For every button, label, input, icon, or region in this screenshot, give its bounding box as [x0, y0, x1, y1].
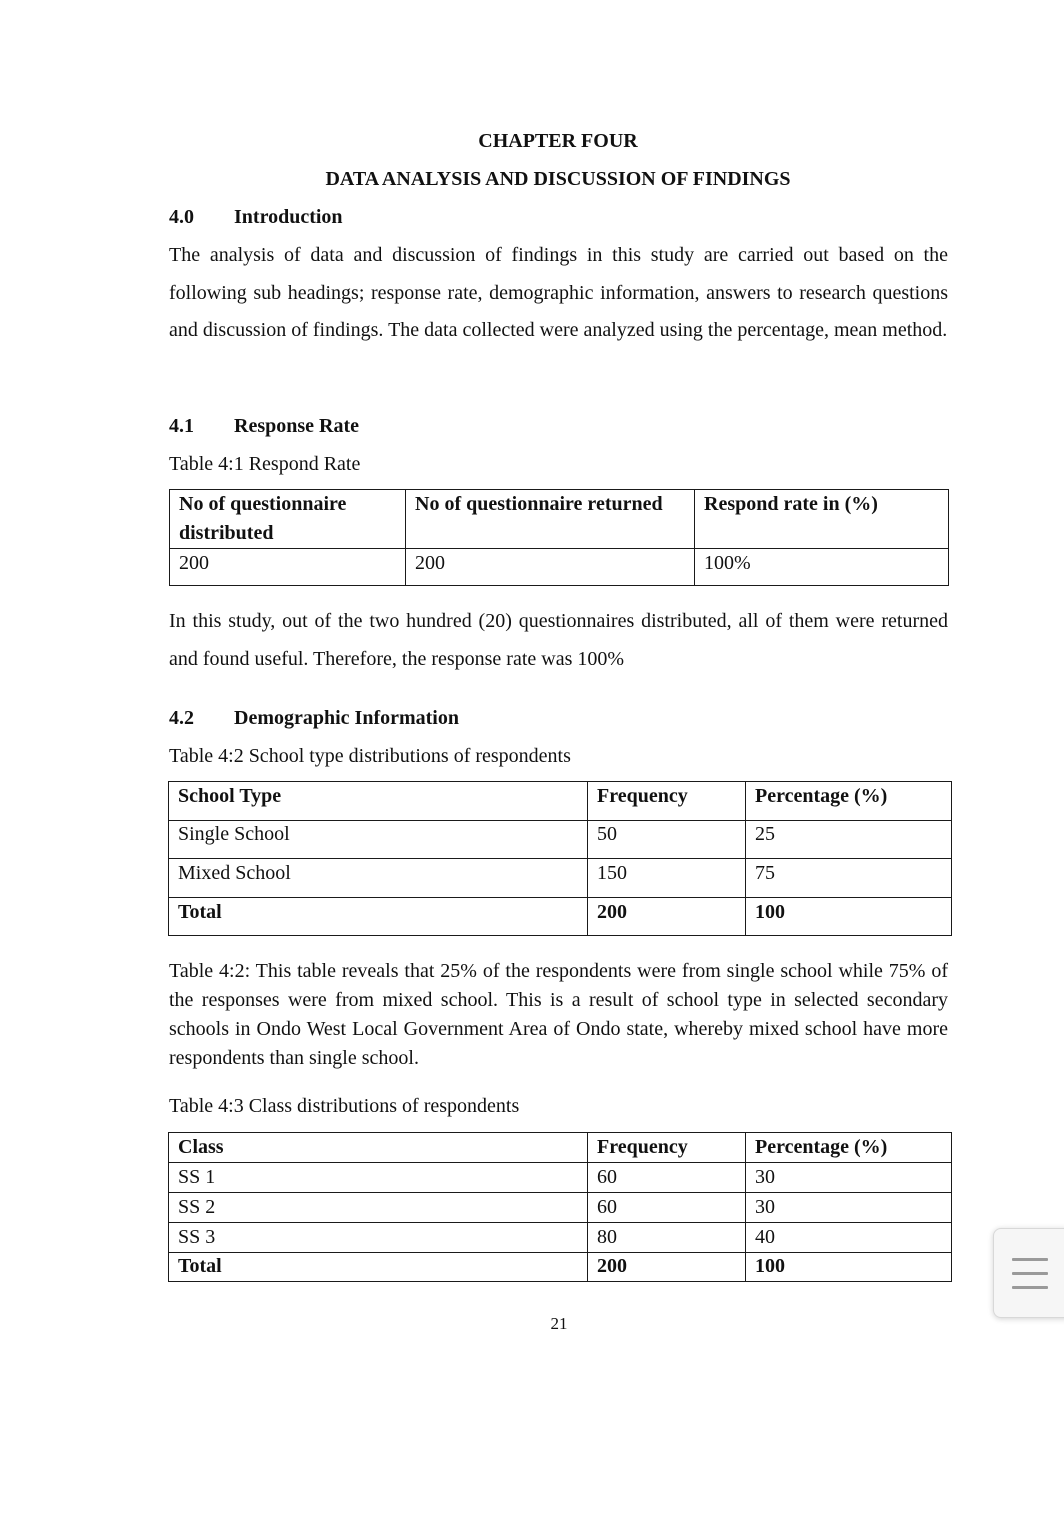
respond-rate-table [169, 489, 949, 586]
table-row [169, 1193, 952, 1223]
table-caption-class: Table 4:3 Class distributions of respondents [169, 1095, 520, 1117]
chapter-title: DATA ANALYSIS AND DISCUSSION OF FINDINGS [325, 168, 791, 190]
header-cell: No of questionnaire distributed [170, 490, 406, 549]
table-cell: 150 [588, 859, 746, 898]
header-cell: Frequency [588, 782, 746, 821]
menu-bar-line [1012, 1272, 1048, 1275]
school-type-table [168, 781, 952, 936]
total-cell: 100 [746, 1253, 952, 1282]
table-cell: 80 [588, 1223, 746, 1253]
section-heading-introduction [169, 206, 343, 229]
response-rate-paragraph: In this study, out of the two hundred (20) questionnaires distributed, all of them were returned and found useful. Therefore, the response rate was 100% [169, 610, 948, 670]
table-row [169, 859, 952, 898]
section-number: 4.2 [169, 707, 194, 729]
header-cell: Percentage (%) [746, 782, 952, 821]
menu-button[interactable] [993, 1228, 1064, 1318]
table-cell: SS 3 [169, 1223, 588, 1253]
school-type-paragraph: Table 4:2: This table reveals that 25% of the respondents were from single school while 75% of the responses were from mixed school. This is a result of school type in selected secondary schools in Ondo West Local Government Area of Ondo state, whereby mixed school have more respondents than single school. [169, 960, 948, 1069]
table-header-row [170, 490, 949, 549]
table-cell: 200 [170, 549, 406, 586]
total-cell: 100 [746, 898, 952, 936]
section-title: Introduction [234, 206, 343, 228]
total-cell: Total [169, 898, 588, 936]
header-cell: No of questionnaire returned [406, 490, 695, 549]
section-number: 4.0 [169, 206, 194, 228]
header-cell: Percentage (%) [746, 1133, 952, 1163]
page-number: 21 [550, 1314, 568, 1333]
table-cell: 50 [588, 821, 746, 859]
section-number: 4.1 [169, 415, 194, 437]
table-row [169, 1223, 952, 1253]
total-cell: Total [169, 1253, 588, 1282]
header-cell: Frequency [588, 1133, 746, 1163]
menu-bar-line [1012, 1286, 1048, 1289]
table-cell: Mixed School [169, 859, 588, 898]
section-heading-demographic [169, 707, 459, 730]
section-title: Response Rate [234, 415, 359, 437]
header-cell: School Type [169, 782, 588, 821]
chapter-number-title: CHAPTER FOUR [478, 130, 638, 152]
table-total-row [169, 898, 952, 936]
table-header-row [169, 1133, 952, 1163]
introduction-paragraph: The analysis of data and discussion of findings in this study are carried out based on the following sub headings; response rate, demographic information, answers to research questions and discussion of findings. The data collected were analyzed using the percentage, mean method. [169, 244, 948, 342]
table-cell: 30 [746, 1163, 952, 1193]
header-cell: Class [169, 1133, 588, 1163]
table-cell: 40 [746, 1223, 952, 1253]
total-cell: 200 [588, 1253, 746, 1282]
table-row [169, 821, 952, 859]
section-heading-response-rate [169, 415, 359, 438]
table-total-row [169, 1253, 952, 1282]
table-row [169, 1163, 952, 1193]
table-caption-school-type: Table 4:2 School type distributions of respondents [169, 745, 571, 767]
class-distribution-table [168, 1132, 952, 1282]
table-cell: 100% [695, 549, 949, 586]
table-cell: 60 [588, 1193, 746, 1223]
table-cell: Single School [169, 821, 588, 859]
table-header-row [169, 782, 952, 821]
table-cell: 30 [746, 1193, 952, 1223]
table-cell: SS 1 [169, 1163, 588, 1193]
section-title: Demographic Information [234, 707, 459, 729]
table-cell: 200 [406, 549, 695, 586]
table-caption-respond-rate: Table 4:1 Respond Rate [169, 453, 361, 475]
menu-bar-line [1012, 1258, 1048, 1261]
table-cell: 75 [746, 859, 952, 898]
table-row [170, 549, 949, 586]
total-cell: 200 [588, 898, 746, 936]
header-cell: Respond rate in (%) [695, 490, 949, 549]
table-cell: SS 2 [169, 1193, 588, 1223]
table-cell: 25 [746, 821, 952, 859]
table-cell: 60 [588, 1163, 746, 1193]
